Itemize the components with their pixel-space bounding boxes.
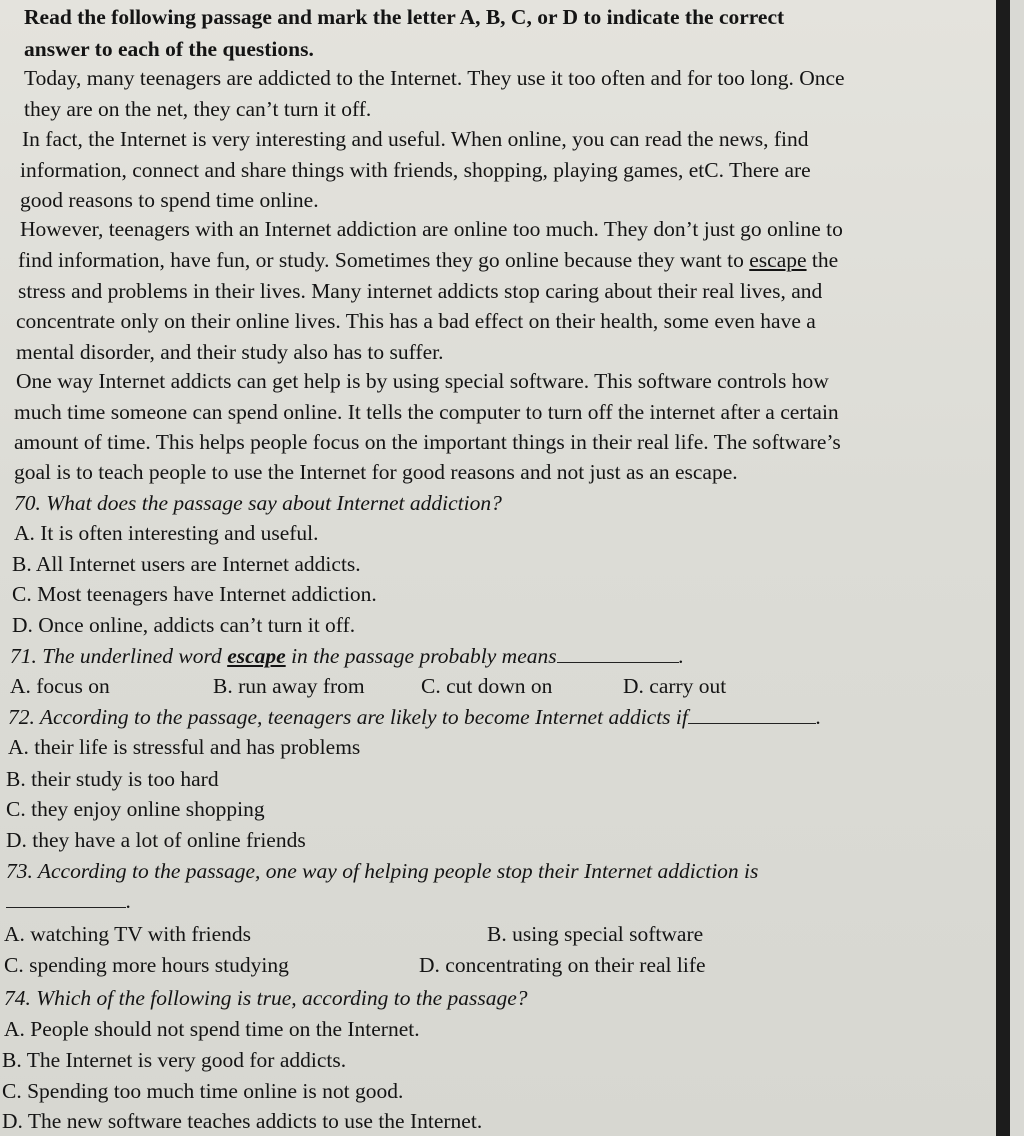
- passage-line: stress and problems in their lives. Many internet addicts stop caring about their real lives, and: [18, 279, 823, 303]
- photo-dark-edge: [996, 0, 1010, 1136]
- passage-line: good reasons to spend time online.: [20, 188, 319, 212]
- passage-text: find information, have fun, or study. Sometimes they go online because they want to: [18, 248, 744, 272]
- passage-line: Today, many teenagers are addicted to the Internet. They use it too often and for too long. Once: [24, 66, 845, 90]
- passage-line-with-escape: [18, 245, 838, 275]
- q71-option-d[interactable]: D. carry out: [623, 674, 727, 698]
- answer-blank: [688, 705, 816, 724]
- answer-blank: [6, 889, 126, 908]
- q72-option-b[interactable]: B. their study is too hard: [6, 767, 219, 791]
- question-72-stem: [8, 702, 821, 732]
- q71-option-b[interactable]: B. run away from: [213, 674, 365, 698]
- q72-option-d[interactable]: D. they have a lot of online friends: [6, 828, 306, 852]
- instruction-line-1: Read the following passage and mark the letter A, B, C, or D to indicate the correct: [24, 5, 785, 29]
- passage-line: concentrate only on their online lives. This has a bad effect on their health, some even have a: [16, 309, 816, 333]
- q71-stem-text: 71. The underlined word: [10, 644, 222, 668]
- passage-line: mental disorder, and their study also has to suffer.: [16, 340, 444, 364]
- passage-line: In fact, the Internet is very interesting and useful. When online, you can read the news, find: [22, 127, 809, 151]
- q73-stem-end: .: [126, 889, 132, 913]
- question-73-blank-line: [6, 886, 131, 916]
- passage-line: information, connect and share things with friends, shopping, playing games, etC. There are: [20, 158, 811, 182]
- q73-option-d[interactable]: D. concentrating on their real life: [419, 953, 706, 977]
- q70-option-d[interactable]: D. Once online, addicts can’t turn it off.: [12, 613, 356, 637]
- escape-underlined-word: escape: [749, 248, 807, 272]
- q74-option-b[interactable]: B. The Internet is very good for addicts.: [2, 1048, 347, 1072]
- q70-option-c[interactable]: C. Most teenagers have Internet addiction.: [12, 582, 377, 606]
- passage-line: goal is to teach people to use the Internet for good reasons and not just as an escape.: [14, 460, 738, 484]
- q70-option-a[interactable]: A. It is often interesting and useful.: [14, 521, 319, 545]
- q72-option-a[interactable]: A. their life is stressful and has problems: [8, 735, 361, 759]
- q74-option-c[interactable]: C. Spending too much time online is not good.: [2, 1079, 404, 1103]
- question-73-stem: 73. According to the passage, one way of helping people stop their Internet addiction is: [6, 859, 759, 883]
- q70-option-b[interactable]: B. All Internet users are Internet addicts.: [12, 552, 361, 576]
- q71-option-c[interactable]: C. cut down on: [421, 674, 553, 698]
- passage-line: One way Internet addicts can get help is by using special software. This software controls how: [16, 369, 829, 393]
- passage-line: However, teenagers with an Internet addiction are online too much. They don’t just go online to: [20, 217, 843, 241]
- q74-option-a[interactable]: A. People should not spend time on the Internet.: [4, 1017, 420, 1041]
- q73-option-b[interactable]: B. using special software: [487, 922, 704, 946]
- question-71-stem: [10, 641, 684, 671]
- instruction-line-2: answer to each of the questions.: [24, 37, 314, 61]
- q74-option-d[interactable]: D. The new software teaches addicts to use the Internet.: [2, 1109, 483, 1133]
- q72-stem-end: .: [815, 705, 822, 729]
- passage-line: they are on the net, they can’t turn it off.: [24, 97, 372, 121]
- q72-stem-text: 72. According to the passage, teenagers are likely to become Internet addicts if: [8, 705, 688, 729]
- answer-blank: [557, 644, 679, 663]
- passage-text: the: [811, 248, 839, 272]
- question-70-stem: 70. What does the passage say about Internet addiction?: [14, 491, 502, 515]
- passage-line: much time someone can spend online. It tells the computer to turn off the internet after a certain: [14, 400, 839, 424]
- q73-option-a[interactable]: A. watching TV with friends: [4, 922, 252, 946]
- q71-stem-text: in the passage probably means: [291, 644, 557, 668]
- q71-stem-end: .: [678, 644, 684, 668]
- q73-option-c[interactable]: C. spending more hours studying: [4, 953, 289, 977]
- q71-underlined-word: escape: [227, 644, 286, 668]
- passage-line: amount of time. This helps people focus on the important things in their real life. The software’s: [14, 430, 841, 454]
- question-74-stem: 74. Which of the following is true, according to the passage?: [4, 986, 528, 1010]
- q72-option-c[interactable]: C. they enjoy online shopping: [6, 797, 265, 821]
- q71-option-a[interactable]: A. focus on: [10, 674, 110, 698]
